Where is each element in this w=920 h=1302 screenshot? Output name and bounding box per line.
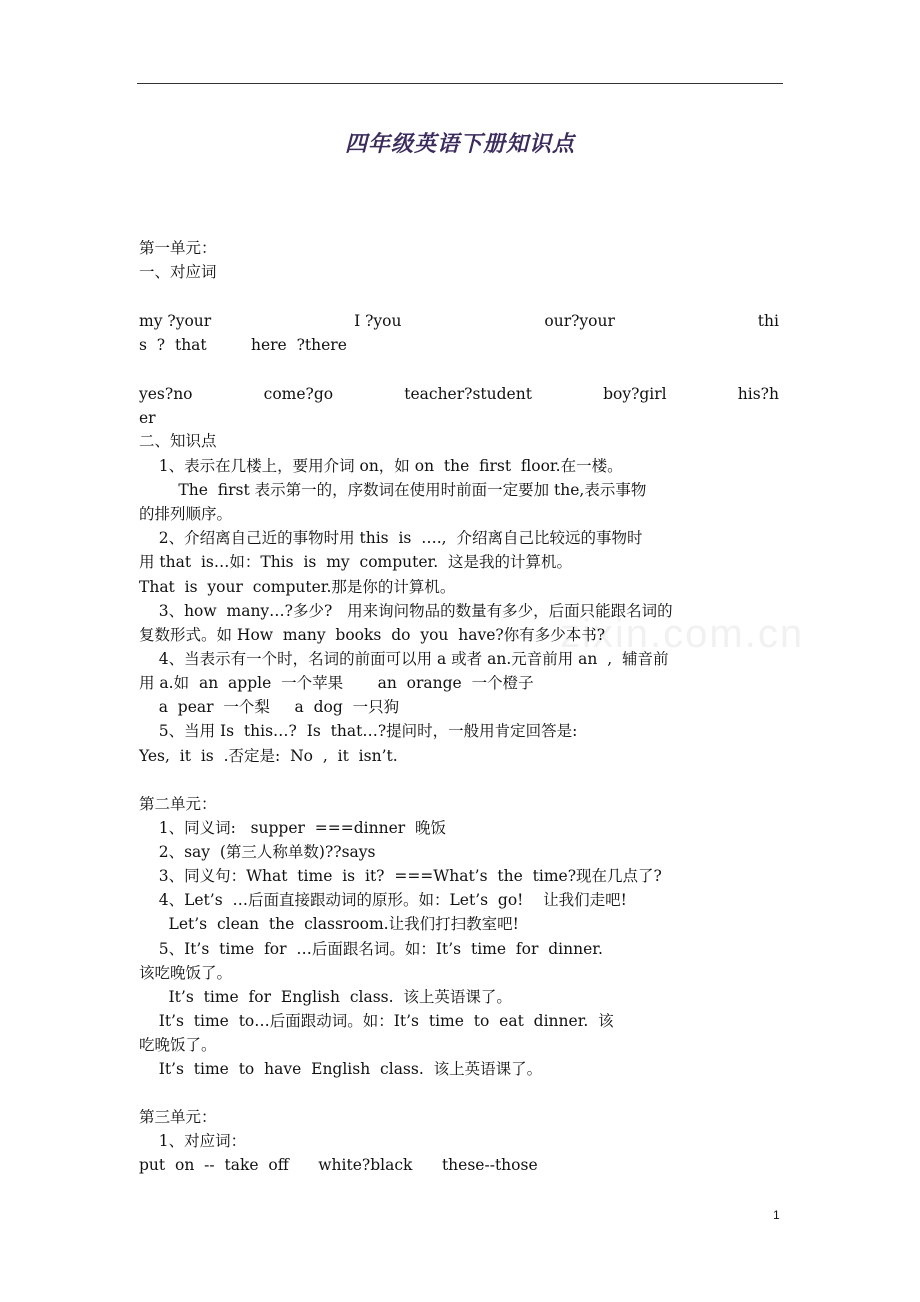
text-line: 1、表示在几楼上，要用介词 on，如 on the first floor.在一楼。 [139, 457, 623, 475]
unit2-heading: 第二单元： [139, 795, 217, 813]
word-pair: his?h [737, 385, 779, 403]
text-line: 2、say (第三人称单数)??says [139, 843, 376, 861]
text-line: It’s time to…后面跟动词。如：It’s time to eat dinner. 该 [139, 1012, 614, 1030]
word-pair: yes?no [139, 385, 193, 403]
word-pair: teacher?student [404, 385, 532, 403]
page-number: 1 [773, 1208, 780, 1222]
text-line: a pear 一个梨 a dog 一只狗 [139, 698, 400, 716]
page-title: 四年级英语下册知识点 [344, 132, 575, 157]
text-line: 5、It’s time for …后面跟名词。如：It’s time for dinner. [139, 940, 603, 958]
text-line: 4、当表示有一个时，名词的前面可以用 a 或者 an.元音前用 an , 辅音前 [139, 650, 669, 668]
word-pair: our?your [544, 312, 615, 330]
text-line: 1、对应词： [139, 1132, 247, 1150]
unit1-antonym-row2 [139, 384, 779, 404]
unit1-heading: 第一单元： [139, 239, 217, 257]
text-line: 1、同义词: supper ===dinner 晚饭 [139, 819, 447, 837]
text-line: 该吃晚饭了。 [139, 964, 233, 982]
unit1-section-knowledge: 二、知识点 [139, 432, 217, 450]
unit1-section-antonyms: 一、对应词 [139, 263, 217, 281]
text-line: 吃晚饭了。 [139, 1036, 217, 1054]
text-line: 2、介绍离自己近的事物时用 this is …., 介绍离自己比较远的事物时 [139, 529, 643, 547]
unit1-antonym-row1-cont: s ? that here ?there [139, 336, 347, 354]
text-line: put on -- take off white?black these--those [139, 1156, 538, 1174]
word-pair: I ?you [354, 312, 402, 330]
text-line: 3、how many…?多少? 用来询问物品的数量有多少，后面只能跟名词的 [139, 602, 673, 620]
text-line: 复数形式。如 How many books do you have?你有多少本书? [139, 626, 606, 644]
text-line: 用 that is…如：This is my computer. 这是我的计算机。 [139, 553, 573, 571]
text-line: It’s time to have English class. 该上英语课了。 [139, 1060, 543, 1078]
text-line: 用 a.如 an apple 一个苹果 an orange 一个橙子 [139, 674, 534, 692]
text-line: Let’s clean the classroom.让我们打扫教室吧! [139, 915, 519, 933]
watermark: zixin.com.cn [560, 612, 805, 656]
text-line: 的排列顺序。 [139, 505, 233, 523]
text-line: The first 表示第一的，序数词在使用时前面一定要加 the,表示事物 [139, 481, 647, 499]
text-line: It’s time for English class. 该上英语课了。 [139, 988, 512, 1006]
text-line: 5、当用 Is this…? Is that…?提问时，一般用肯定回答是: [139, 722, 578, 740]
word-pair: my ?your [139, 312, 212, 330]
word-pair: boy?girl [603, 385, 667, 403]
word-pair: come?go [263, 385, 334, 403]
text-line: 3、同义句：What time is it? ===What’s the time?现在几点了? [139, 867, 662, 885]
unit3-heading: 第三单元： [139, 1108, 217, 1126]
text-line: That is your computer.那是你的计算机。 [139, 578, 456, 596]
text-line: Yes, it is .否定是: No , it isn’t. [139, 747, 398, 765]
unit1-antonym-row2-cont: er [139, 409, 156, 427]
unit1-antonym-row1 [139, 311, 779, 331]
text-line: 4、Let’s …后面直接跟动词的原形。如：Let’s go! 让我们走吧! [139, 891, 627, 909]
header-rule [137, 83, 783, 84]
word-pair: thi [757, 312, 779, 330]
